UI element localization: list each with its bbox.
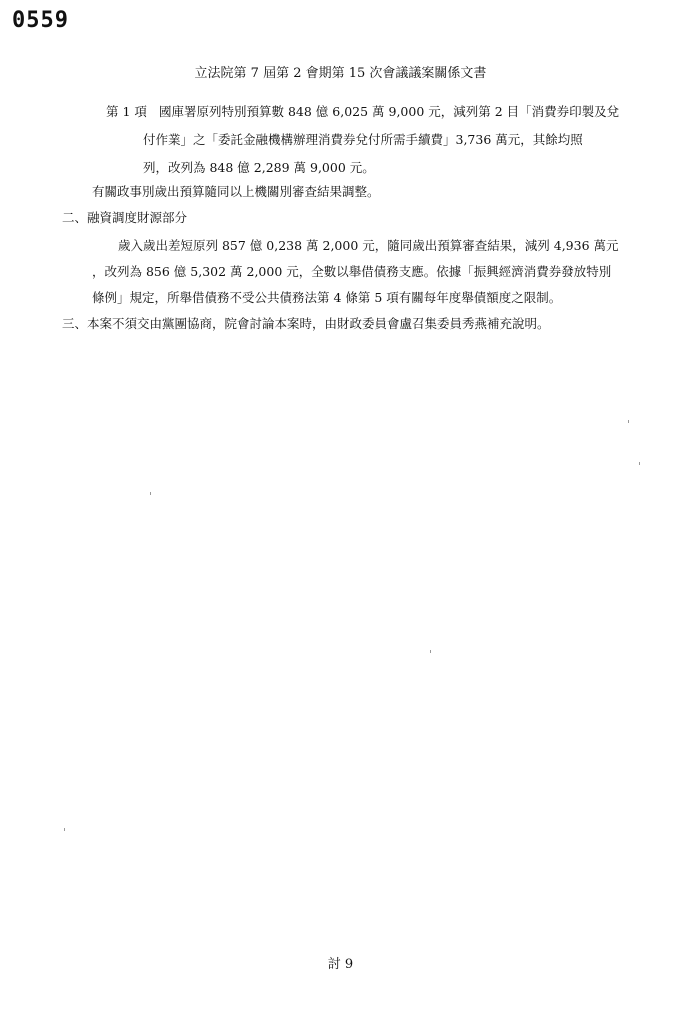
section2-line3: 條例」規定，所舉借債務不受公共債務法第 4 條第 5 項有關每年度舉債額度之限制。 [92,290,562,305]
scan-speck [639,462,640,465]
scan-speck [150,492,151,495]
page-number: 0559 [12,8,69,33]
item1-line2: 付作業」之「委託金融機構辦理消費券兌付所需手續費」3,736 萬元，其餘均照 [143,132,583,147]
document-header: 立法院第 7 屆第 2 會期第 15 次會議議案關係文書 [194,66,487,81]
scan-speck [628,420,629,423]
item1-label: 第 1 項 [106,104,147,119]
paragraph-adjust: 有關政事別歲出預算隨同以上機關別審查結果調整。 [92,184,380,199]
item1-line1: 國庫署原列特別預算數 848 億 6,025 萬 9,000 元，減列第 2 目「消費券印製及兌 [159,104,620,119]
scan-speck [64,828,65,831]
section2-line2: ，改列為 856 億 5,302 萬 2,000 元，全數以舉借債務支應。依據「振興經濟消費券發放特別 [92,264,612,279]
section2-line1: 歲入歲出差短原列 857 億 0,238 萬 2,000 元，隨同歲出預算審查結果，減列 4,936 萬元 [118,238,619,253]
section2-heading: 二、融資調度財源部分 [62,210,188,225]
scan-speck [430,650,431,653]
section3-text: 三、本案不須交由黨團協商，院會討論本案時，由財政委員會盧召集委員秀燕補充說明。 [62,316,550,331]
footer-page-label: 討 9 [327,957,354,972]
item1-line3: 列，改列為 848 億 2,289 萬 9,000 元。 [143,160,375,175]
